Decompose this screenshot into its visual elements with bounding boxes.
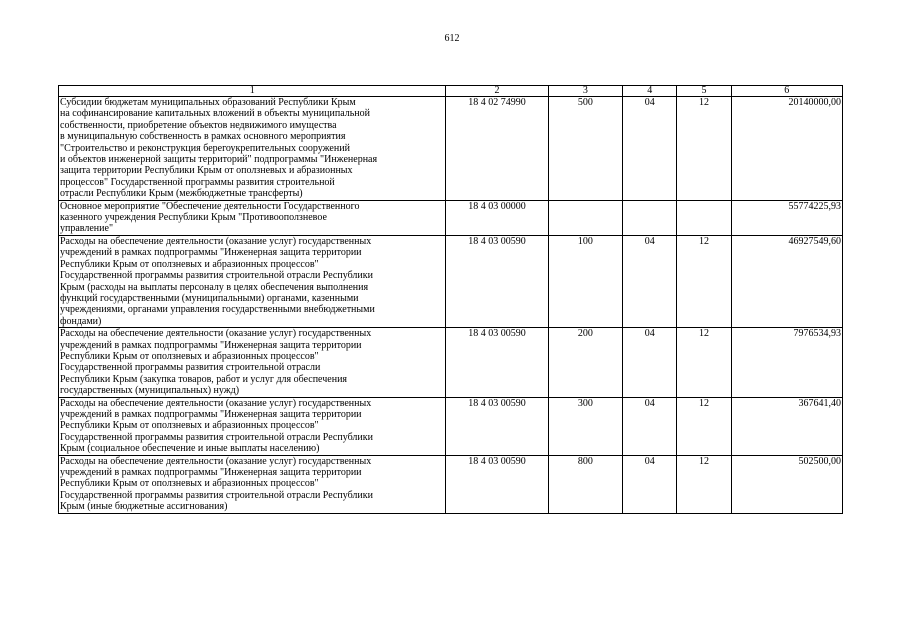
row-section [623,200,677,235]
row-amount: 7976534,93 [731,328,842,397]
header-cell-2: 2 [446,86,548,97]
budget-table [58,85,843,514]
row-expense-type: 500 [548,97,623,201]
row-section: 04 [623,97,677,201]
row-expense-type: 800 [548,455,623,513]
row-code: 18 4 03 00590 [446,455,548,513]
table-header-row [59,86,843,97]
row-description: Основное мероприятие "Обеспечение деятельности Государственного казенного учреждения Республики Крым "Противооползневое управление" [59,200,446,235]
table-row [59,397,843,455]
header-cell-4: 4 [623,86,677,97]
row-subsection: 12 [677,397,731,455]
row-amount: 20140000,00 [731,97,842,201]
row-section: 04 [623,455,677,513]
row-code: 18 4 03 00590 [446,235,548,327]
table-row [59,200,843,235]
row-subsection: 12 [677,97,731,201]
row-code: 18 4 03 00590 [446,397,548,455]
header-cell-5: 5 [677,86,731,97]
row-expense-type: 200 [548,328,623,397]
table-row [59,455,843,513]
row-section: 04 [623,235,677,327]
row-subsection [677,200,731,235]
row-subsection: 12 [677,235,731,327]
row-amount: 367641,40 [731,397,842,455]
row-section: 04 [623,328,677,397]
row-section: 04 [623,397,677,455]
header-cell-1: 1 [59,86,446,97]
row-subsection: 12 [677,455,731,513]
row-amount: 55774225,93 [731,200,842,235]
row-expense-type: 300 [548,397,623,455]
row-code: 18 4 03 00000 [446,200,548,235]
row-description: Субсидии бюджетам муниципальных образований Республики Крым на софинансирование капитальных вложений в объекты муниципальной собственности, приобретение объектов недвижимого имущества в муниципальную собственность в рамках основного мероприятия "Строительство и реконструкция берегоукрепительных сооружений и объектов инженерной защиты территорий" подпрограммы "Инженерная защита территории Республики Крым от оползневых и абразионных процессов" Государственной программы развития строительной отрасли Республики Крым (межбюджетные трансферты) [59,97,446,201]
row-description: Расходы на обеспечение деятельности (оказание услуг) государственных учреждений в рамках подпрограммы "Инженерная защита территории Республики Крым от оползневых и абразионных процессов" Государственной программы развития строительной отрасли Республики Крым (социальное обеспечение и иные выплаты населению) [59,397,446,455]
row-expense-type [548,200,623,235]
row-code: 18 4 03 00590 [446,328,548,397]
table-row [59,235,843,327]
table-row [59,328,843,397]
header-cell-3: 3 [548,86,623,97]
row-description: Расходы на обеспечение деятельности (оказание услуг) государственных учреждений в рамках подпрограммы "Инженерная защита территории Республики Крым от оползневых и абразионных процессов" Государственной программы развития строительной отрасли Республики Крым (закупка товаров, работ и услуг для обеспечения государственных (муниципальных) нужд) [59,328,446,397]
table-row [59,97,843,201]
header-cell-6: 6 [731,86,842,97]
row-subsection: 12 [677,328,731,397]
row-description: Расходы на обеспечение деятельности (оказание услуг) государственных учреждений в рамках подпрограммы "Инженерная защита территории Республики Крым от оползневых и абразионных процессов" Государственной программы развития строительной отрасли Республики Крым (расходы на выплаты персоналу в целях обеспечения выполнения функций государственными (муниципальными) органами, казенными учреждениями, органами управления государственными внебюджетными фондами) [59,235,446,327]
row-amount: 46927549,60 [731,235,842,327]
page-number: 612 [444,33,460,44]
row-amount: 502500,00 [731,455,842,513]
row-description: Расходы на обеспечение деятельности (оказание услуг) государственных учреждений в рамках подпрограммы "Инженерная защита территории Республики Крым от оползневых и абразионных процессов" Государственной программы развития строительной отрасли Республики Крым (иные бюджетные ассигнования) [59,455,446,513]
row-code: 18 4 02 74990 [446,97,548,201]
row-expense-type: 100 [548,235,623,327]
